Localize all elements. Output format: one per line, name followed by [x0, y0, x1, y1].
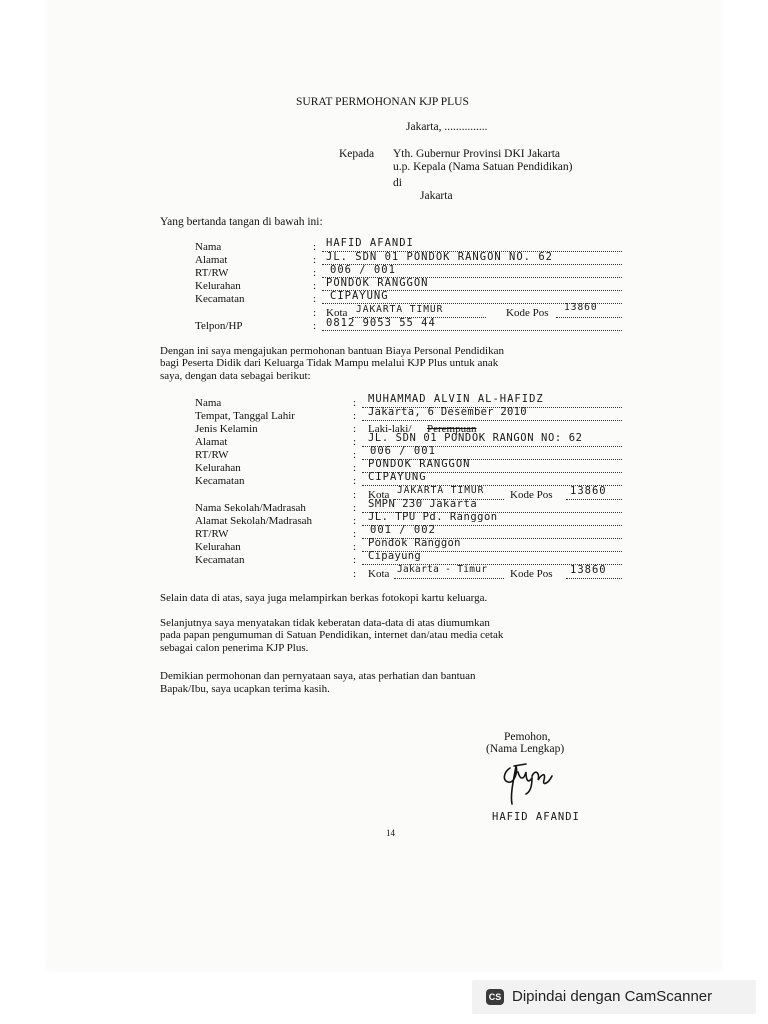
statement-line2: pada papan pengumuman di Satuan Pendidikan, internet dan/atau media cetak — [160, 629, 504, 641]
student-kodepos-label: Kode Pos — [510, 489, 553, 501]
student-ttl-value: Jakarta, 6 Desember 2010 — [368, 406, 527, 418]
colon: : — [353, 475, 357, 487]
applicant-name-label: Nama — [195, 241, 222, 253]
school-kodepos-label: Kode Pos — [510, 568, 553, 580]
applicant-kecamatan-value: CIPAYUNG — [330, 290, 389, 302]
statement-line1: Selanjutnya saya menyatakan tidak keberatan data-data di atas diumumkan — [160, 617, 490, 629]
colon: : — [353, 397, 357, 409]
signature-name: HAFID AFANDI — [492, 811, 580, 823]
signature-scribble — [496, 758, 566, 810]
applicant-name-value: HAFID AFANDI — [326, 237, 414, 249]
school-name-value: SMPN 230 Jakarta — [368, 498, 478, 510]
student-gender-label: Jenis Kelamin — [195, 423, 258, 435]
colon: : — [353, 541, 357, 553]
student-name-value: MUHAMMAD ALVIN AL-HAFIDZ — [368, 393, 544, 405]
applicant-kodepos-label: Kode Pos — [506, 307, 549, 319]
request-line3: saya, dengan data sebagai berikut: — [160, 370, 311, 382]
student-rtrw-value: 006 / 001 — [370, 445, 436, 457]
school-name-label: Nama Sekolah/Madrasah — [195, 502, 306, 514]
applicant-rtrw-label: RT/RW — [195, 267, 229, 279]
colon: : — [313, 267, 317, 279]
colon: : — [313, 254, 317, 266]
dotted-line — [362, 420, 622, 421]
scanner-watermark — [472, 980, 756, 1014]
request-line1: Dengan ini saya mengajukan permohonan bantuan Biaya Personal Pendidikan — [160, 345, 504, 357]
school-address-value: JL. TPU Pd. Ranggon — [368, 511, 498, 523]
applicant-phone-label: Telpon/HP — [195, 320, 243, 332]
student-kota-label: Kota — [368, 489, 390, 501]
applicant-kecamatan-label: Kecamatan — [195, 293, 245, 305]
colon: : — [353, 528, 357, 540]
student-name-label: Nama — [195, 397, 222, 409]
applicant-phone-value: 0812 9053 55 44 — [326, 317, 436, 329]
dotted-line — [566, 578, 622, 579]
student-kecamatan-label: Kecamatan — [195, 475, 245, 487]
student-gender-female-struck: Perempuan — [427, 423, 477, 435]
applicant-kelurahan-label: Kelurahan — [195, 280, 241, 292]
student-kecamatan-value: CIPAYUNG — [368, 471, 427, 483]
colon: : — [353, 462, 357, 474]
applicant-kota-value: JAKARTA TIMUR — [356, 304, 444, 315]
applicant-rtrw-value: 006 / 001 — [330, 264, 396, 276]
statement-line3: sebagai calon penerima KJP Plus. — [160, 642, 309, 654]
recipient-line3: di — [393, 177, 402, 189]
student-kota-value: JAKARTA TIMUR — [397, 485, 485, 496]
camscanner-icon: CS — [486, 989, 504, 1005]
scanner-text: Dipindai dengan CamScanner — [512, 988, 713, 1005]
applicant-kelurahan-value: PONDOK RANGGON — [326, 277, 429, 289]
recipient-label: Kepada — [339, 148, 375, 160]
colon: : — [353, 502, 357, 514]
colon: : — [313, 241, 317, 253]
signature-label1: Pemohon, — [504, 731, 551, 743]
colon: : — [313, 280, 317, 292]
school-kota-value: Jakarta - Timur — [397, 564, 488, 575]
student-address-label: Alamat — [195, 436, 228, 448]
applicant-address-value: JL. SDN 01 PONDOK RANGON NO. 62 — [326, 251, 553, 263]
dotted-line — [556, 317, 622, 318]
student-rtrw-label: RT/RW — [195, 449, 229, 461]
colon: : — [353, 489, 357, 501]
page-number: 14 — [386, 828, 395, 838]
dotted-line — [322, 330, 622, 331]
intro-text: Yang bertanda tangan di bawah ini: — [160, 216, 323, 228]
colon: : — [353, 554, 357, 566]
school-kelurahan-value: Pondok Ranggon — [368, 537, 461, 549]
colon: : — [353, 436, 357, 448]
colon: : — [353, 568, 357, 580]
recipient-line2: u.p. Kepala (Nama Satuan Pendidikan) — [393, 161, 573, 173]
applicant-address-label: Alamat — [195, 254, 228, 266]
student-kodepos-value: 13860 — [570, 485, 607, 497]
student-kelurahan-label: Kelurahan — [195, 462, 241, 474]
school-rtrw-value: 001 / 002 — [370, 524, 436, 536]
colon: : — [353, 410, 357, 422]
student-kelurahan-value: PONDOK RANGGON — [368, 458, 471, 470]
colon: : — [313, 307, 317, 319]
colon: : — [353, 449, 357, 461]
school-kota-label: Kota — [368, 568, 390, 580]
school-address-label: Alamat Sekolah/Madrasah — [195, 515, 312, 527]
school-kelurahan-label: Kelurahan — [195, 541, 241, 553]
colon: : — [353, 515, 357, 527]
colon: : — [313, 320, 317, 332]
school-kodepos-value: 13860 — [570, 564, 607, 576]
colon: : — [313, 293, 317, 305]
closing-line2: Bapak/Ibu, saya ucapkan terima kasih. — [160, 683, 330, 695]
applicant-kodepos-value: 13860 — [564, 302, 598, 313]
colon: : — [353, 423, 357, 435]
closing-line1: Demikian permohonan dan pernyataan saya, atas perhatian dan bantuan — [160, 670, 476, 682]
student-gender-male: Laki-laki/ — [368, 423, 412, 435]
applicant-kota-label: Kota — [326, 307, 348, 319]
attachment-text: Selain data di atas, saya juga melampirkan berkas fotokopi kartu keluarga. — [160, 592, 488, 604]
recipient-line1: Yth. Gubernur Provinsi DKI Jakarta — [393, 148, 561, 160]
request-line2: bagi Peserta Didik dari Keluarga Tidak Mampu melalui KJP Plus untuk anak — [160, 357, 499, 369]
recipient-line4: Jakarta — [420, 190, 453, 202]
school-rtrw-label: RT/RW — [195, 528, 229, 540]
dotted-line — [566, 499, 622, 500]
signature-label2: (Nama Lengkap) — [486, 743, 565, 755]
school-kecamatan-value: Cipayung — [368, 550, 421, 562]
document-title: SURAT PERMOHONAN KJP PLUS — [296, 96, 469, 108]
dotted-line — [394, 578, 504, 579]
school-kecamatan-label: Kecamatan — [195, 554, 245, 566]
place-date: Jakarta, ............... — [406, 121, 488, 133]
student-address-value: JL. SDN 01 PONDOK RANGON NO: 62 — [368, 432, 583, 444]
student-ttl-label: Tempat, Tanggal Lahir — [195, 410, 295, 422]
